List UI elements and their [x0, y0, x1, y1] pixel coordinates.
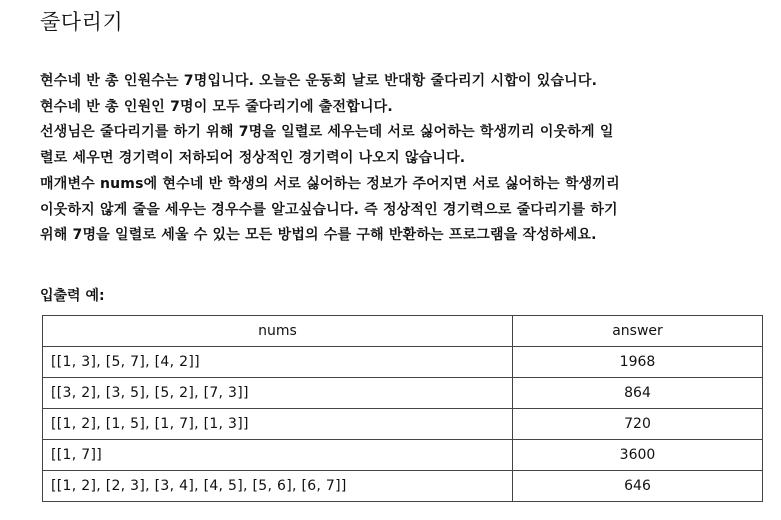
page-title: 줄다리기 — [40, 10, 124, 34]
example-heading: 입출력 예: — [40, 288, 105, 304]
description-line: 선생님은 줄다리기를 하기 위해 7명을 일렬로 세우는데 서로 싫어하는 학생끼리 이웃하게 일 — [40, 124, 614, 141]
nums-cell: [[1, 3], [5, 7], [4, 2]] — [43, 347, 513, 378]
nums-cell: [[1, 2], [1, 5], [1, 7], [1, 3]] — [43, 409, 513, 440]
answer-cell: 720 — [513, 409, 763, 440]
example-table — [42, 315, 763, 502]
nums-cell: [[1, 2], [2, 3], [3, 4], [4, 5], [5, 6], [6, 7]] — [43, 471, 513, 502]
table-row — [43, 347, 763, 378]
column-header-nums: nums — [43, 316, 513, 347]
problem-description — [40, 69, 765, 249]
answer-cell: 1968 — [513, 347, 763, 378]
answer-cell: 646 — [513, 471, 763, 502]
description-line: 매개변수 nums에 현수네 반 학생의 서로 싫어하는 정보가 주어지면 서로 싫어하는 학생끼리 — [40, 175, 620, 192]
table-header-row — [43, 316, 763, 347]
description-line: 현수네 반 총 인원인 7명이 모두 줄다리기에 출전합니다. — [40, 98, 393, 115]
nums-cell: [[3, 2], [3, 5], [5, 2], [7, 3]] — [43, 378, 513, 409]
description-line: 위해 7명을 일렬로 세울 수 있는 모든 방법의 수를 구해 반환하는 프로그램을 작성하세요. — [40, 227, 597, 244]
table-row — [43, 378, 763, 409]
nums-cell: [[1, 7]] — [43, 440, 513, 471]
answer-cell: 3600 — [513, 440, 763, 471]
table-row — [43, 471, 763, 502]
table-row — [43, 440, 763, 471]
answer-cell: 864 — [513, 378, 763, 409]
description-line: 이웃하지 않게 줄을 세우는 경우수를 알고싶습니다. 즉 정상적인 경기력으로 줄다리기를 하기 — [40, 201, 618, 218]
description-line: 렬로 세우면 경기력이 저하되어 정상적인 경기력이 나오지 않습니다. — [40, 150, 466, 167]
table-row — [43, 409, 763, 440]
column-header-answer: answer — [513, 316, 763, 347]
description-line: 현수네 반 총 인원수는 7명입니다. 오늘은 운동회 날로 반대항 줄다리기 시합이 있습니다. — [40, 73, 598, 89]
